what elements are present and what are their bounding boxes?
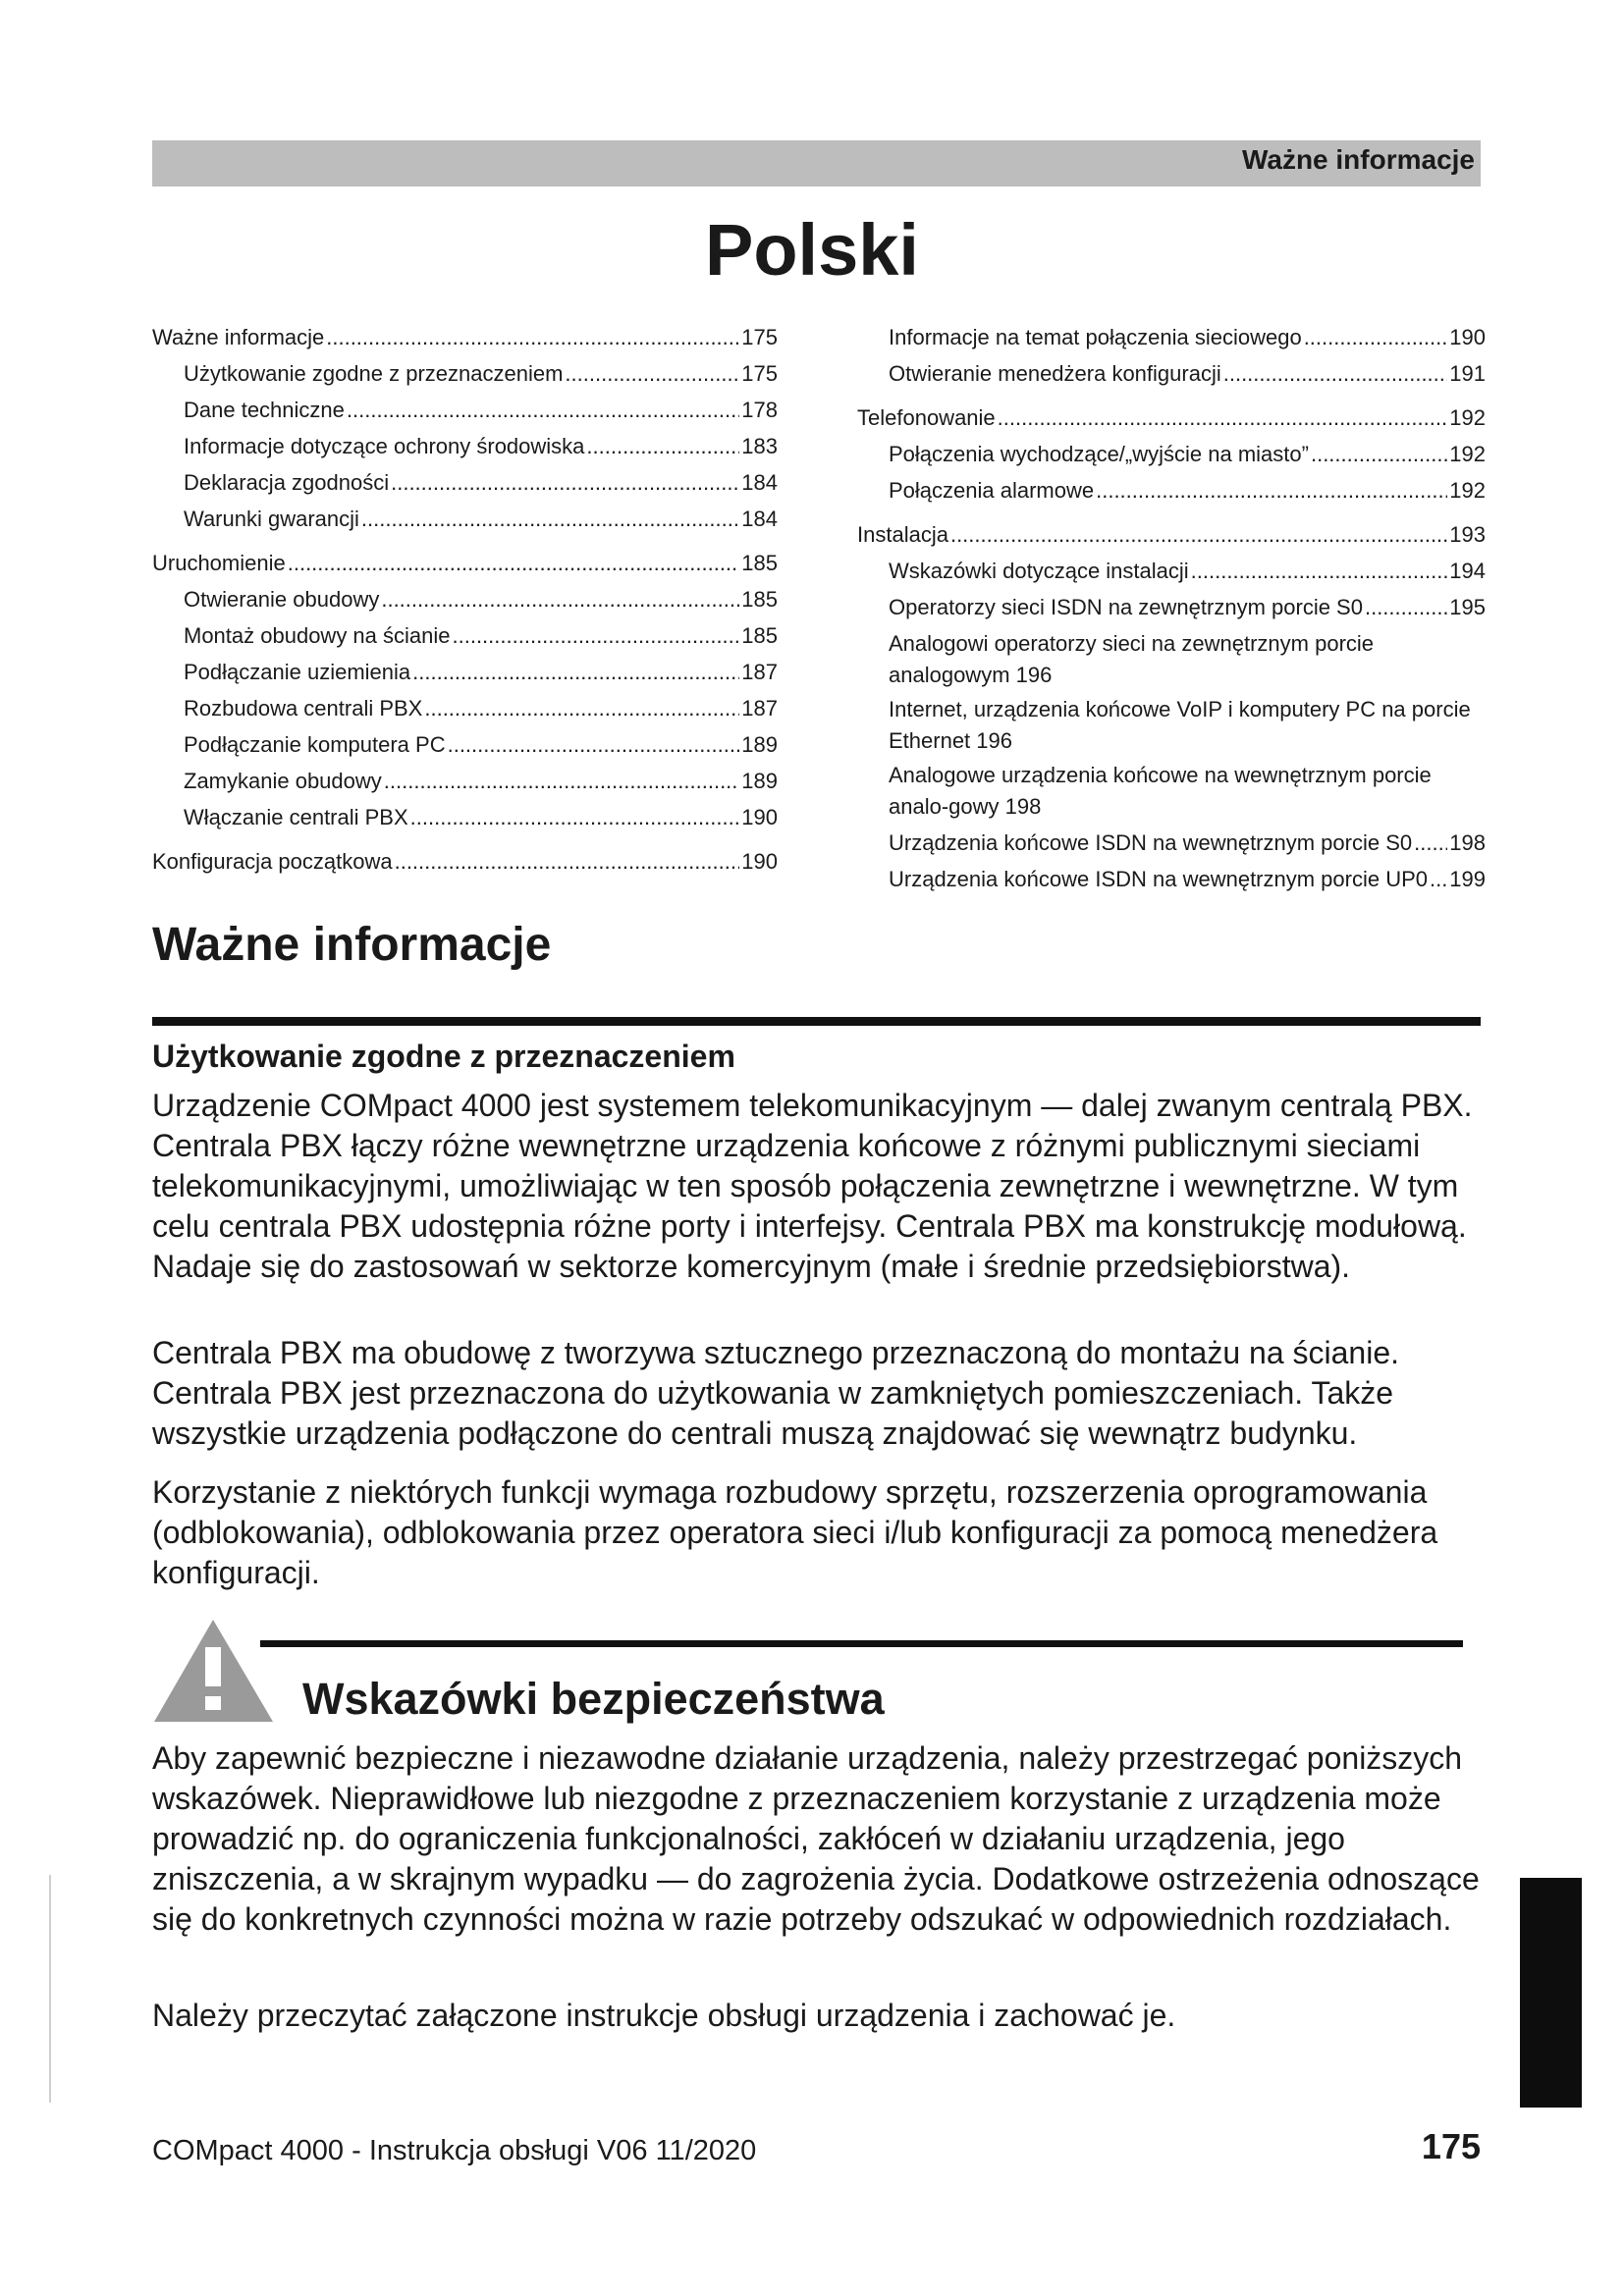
toc-entry[interactable]: Informacje na temat połączenia sieciowego ..... 190 xyxy=(857,319,1486,355)
section-divider xyxy=(260,1640,1463,1647)
section-heading-important-info: Ważne informacje xyxy=(152,919,552,971)
paragraph: Aby zapewnić bezpieczne i niezawodne działanie urządzenia, należy przestrzegać poniższych wskazówek. Nieprawidłowe lub niezgodne z przeznaczeniem korzystanie z urządzenia może prowadzić np. do ograniczenia funkcjonalności, zakłóceń w działaniu urządzenia, jego zniszczenia, a w skrajnym wypadku — do zagrożenia życia. Dodatkowe ostrzeżenia odnoszące się do konkretnych czynności można w razie potrzeby odszukać w odpowiednich rozdziałach. xyxy=(152,1740,1480,1937)
toc-right-column xyxy=(857,319,1486,897)
toc-entry[interactable]: Rozbudowa centrali PBX ..... 187 xyxy=(152,690,778,726)
toc-entry[interactable]: Użytkowanie zgodne z przeznaczeniem ..... 175 xyxy=(152,355,778,392)
toc-entry[interactable]: Połączenia wychodzące/„wyjście na miasto” ..... 192 xyxy=(857,436,1486,472)
warning-icon xyxy=(152,1618,275,1724)
paragraph: Należy przeczytać załączone instrukcje obsługi urządzenia i zachować je. xyxy=(152,1998,1176,2033)
toc-entry[interactable]: Telefonowanie ..... 192 xyxy=(857,400,1486,436)
paragraph: Korzystanie z niektórych funkcji wymaga rozbudowy sprzętu, rozszerzenia oprogramowania (odblokowania), odblokowania przez operatora sieci i/lub konfiguracji za pomocą menedżera konfiguracji. xyxy=(152,1474,1438,1590)
toc-entry[interactable]: Ważne informacje ..... 175 xyxy=(152,319,778,355)
toc-entry[interactable]: Dane techniczne ..... 178 xyxy=(152,392,778,428)
toc-entry[interactable]: Analogowi operatorzy sieci na zewnętrznym porcie analogowym 196 xyxy=(889,631,1375,687)
toc-entry[interactable]: Podłączanie komputera PC ..... 189 xyxy=(152,726,778,763)
toc-entry[interactable]: Instalacja ..... 193 xyxy=(857,516,1486,553)
toc-entry[interactable]: Montaż obudowy na ścianie ..... 185 xyxy=(152,617,778,654)
header-section-label: Ważne informacje xyxy=(1241,144,1475,175)
margin-line xyxy=(49,1875,51,2103)
toc-entry[interactable]: Operatorzy sieci ISDN na zewnętrznym porcie S0 ..... 195 xyxy=(857,589,1486,625)
chapter-thumb-tab xyxy=(1520,1878,1582,2108)
page-title: Polski xyxy=(705,209,919,291)
toc-entry[interactable]: Warunki gwarancji ..... 184 xyxy=(152,501,778,537)
page-number: 175 xyxy=(1421,2126,1481,2166)
toc-entry[interactable]: Wskazówki dotyczące instalacji ..... 194 xyxy=(857,553,1486,589)
toc-entry[interactable]: Uruchomienie ..... 185 xyxy=(152,545,778,581)
toc-entry[interactable]: Urządzenia końcowe ISDN na wewnętrznym porcie S0 ..... 198 xyxy=(857,825,1486,861)
toc-entry[interactable]: Internet, urządzenia końcowe VoIP i komputery PC na porcie Ethernet 196 xyxy=(889,697,1471,753)
toc-entry[interactable]: Informacje dotyczące ochrony środowiska ..... 183 xyxy=(152,428,778,464)
toc-entry[interactable]: Zamykanie obudowy ..... 189 xyxy=(152,763,778,799)
subsection-heading: Użytkowanie zgodne z przeznaczeniem xyxy=(152,1039,735,1074)
footer-document-title: COMpact 4000 - Instrukcja obsługi V06 11/2020 xyxy=(152,2135,757,2166)
toc-entry[interactable]: Otwieranie obudowy ..... 185 xyxy=(152,581,778,617)
toc-entry[interactable]: Analogowe urządzenia końcowe na wewnętrznym porcie analo-gowy 198 xyxy=(889,763,1432,819)
paragraph: Centrala PBX ma obudowę z tworzywa sztucznego przeznaczoną do montażu na ścianie. Centrala PBX jest przeznaczona do użytkowania w zamkniętych pomieszczeniach. Także wszystkie urządzenia podłączone do centrali muszą znajdować się wewnątrz budynku. xyxy=(152,1335,1400,1451)
toc-entry[interactable]: Podłączanie uziemienia ..... 187 xyxy=(152,654,778,690)
toc-entry[interactable]: Urządzenia końcowe ISDN na wewnętrznym porcie UP0 ..... 199 xyxy=(857,861,1486,897)
toc-entry[interactable]: Otwieranie menedżera konfiguracji ..... 191 xyxy=(857,355,1486,392)
section-divider xyxy=(152,1017,1481,1026)
toc-entry[interactable]: Konfiguracja początkowa ..... 190 xyxy=(152,843,778,880)
toc-entry[interactable]: Włączanie centrali PBX ..... 190 xyxy=(152,799,778,835)
toc-entry[interactable]: Połączenia alarmowe ..... 192 xyxy=(857,472,1486,508)
paragraph: Urządzenie COMpact 4000 jest systemem telekomunikacyjnym — dalej zwanym centralą PBX. Centrala PBX łączy różne wewnętrzne urządzenia końcowe z różnymi publicznymi sieciami telekomunikacyjnymi, umożliwiając w ten sposób połączenia zewnętrzne i wewnętrzne. W tym celu centrala PBX udostępnia różne porty i interfejsy. Centrala PBX ma konstrukcję modułową. Nadaje się do zastosowań w sektorze komercyjnym (małe i średnie przedsiębiorstwa). xyxy=(152,1088,1473,1284)
toc-left-column xyxy=(152,319,778,880)
header-bar xyxy=(152,140,1481,187)
section-heading-safety: Wskazówki bezpieczeństwa xyxy=(302,1674,885,1724)
toc-entry[interactable]: Deklaracja zgodności ..... 184 xyxy=(152,464,778,501)
